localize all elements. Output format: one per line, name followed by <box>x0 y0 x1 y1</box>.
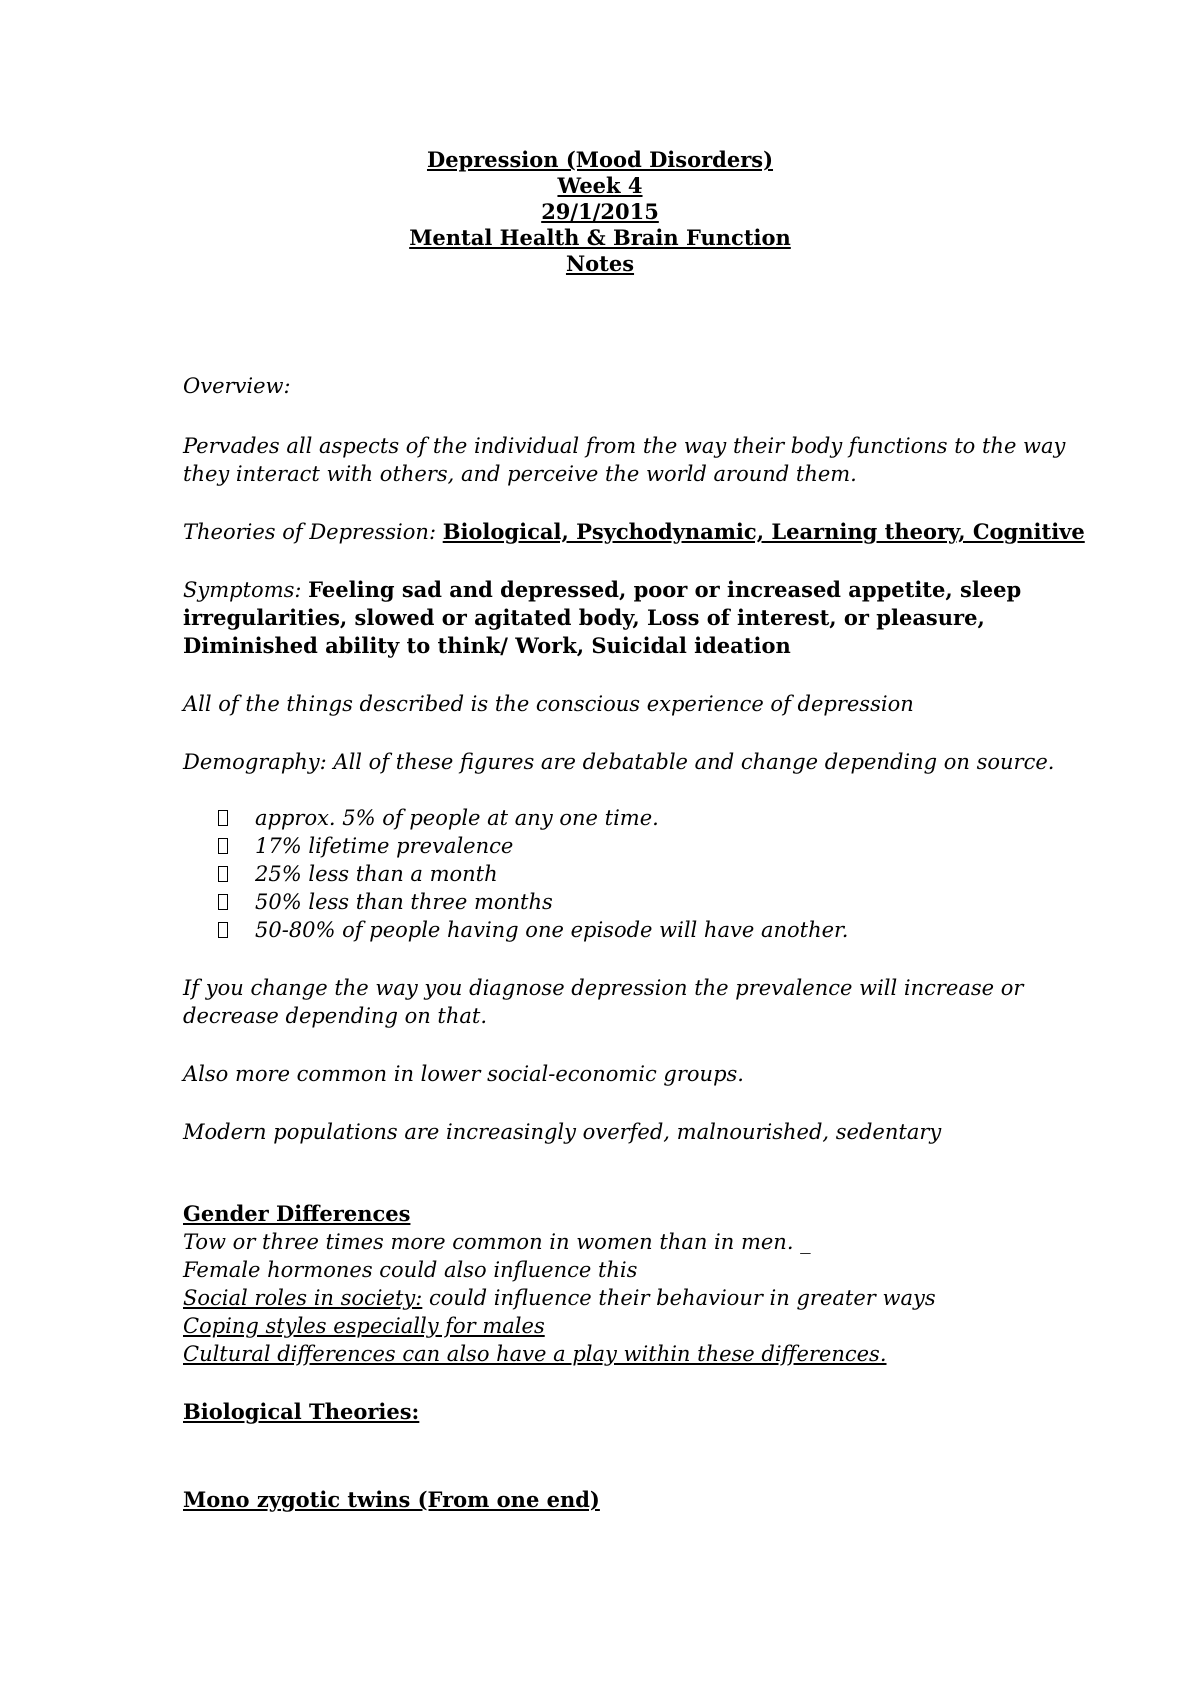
bullet-box-icon <box>218 838 228 854</box>
symptoms-text-1: Feeling sad and depressed, poor or increased appetite, sleep <box>308 577 1022 602</box>
list-item: 50% less than three months <box>255 890 553 914</box>
gender-line-3-rest: could influence their behaviour in greater ways <box>422 1286 936 1310</box>
gender-heading: Gender Differences <box>183 1201 411 1226</box>
theories-label: Theories of Depression: <box>183 520 437 544</box>
diagnosis-note-line-2: decrease depending on that. <box>183 1004 488 1028</box>
list-item: approx. 5% of people at any one time. <box>255 806 659 830</box>
bullet-box-icon <box>218 894 228 910</box>
gender-line-1: Tow or three times more common in women than in men. _ <box>183 1230 811 1254</box>
modern-note: Modern populations are increasingly overfed, malnourished, sedentary <box>183 1120 942 1144</box>
course-title: Mental Health & Brain Function <box>409 225 791 250</box>
bullet-box-icon <box>218 866 228 882</box>
theories-line <box>183 518 1085 546</box>
overview-line-1: Pervades all aspects of the individual from the way their body functions to the way <box>183 434 1066 458</box>
symptoms-line-2: irregularities, slowed or agitated body, Loss of interest, or pleasure, <box>183 605 985 630</box>
social-note: Also more common in lower social-economic groups. <box>183 1062 744 1086</box>
bullet-box-icon <box>218 922 228 938</box>
conscious-note: All of the things described is the conscious experience of depression <box>183 692 914 716</box>
gender-line-3 <box>183 1284 936 1312</box>
list-item: 50-80% of people having one episode will have another. <box>255 918 849 942</box>
theories-list: Biological, Psychodynamic, Learning theory, Cognitive <box>442 519 1085 544</box>
list-item: 17% lifetime prevalence <box>255 834 514 858</box>
gender-line-3-underlined: Social roles in society: <box>183 1286 423 1310</box>
notes-label: Notes <box>565 251 635 276</box>
gender-line-2: Female hormones could also influence this <box>183 1258 638 1282</box>
overview-line-2: they interact with others, and perceive the world around them. <box>183 462 857 486</box>
diagnosis-note-line-1: If you change the way you diagnose depression the prevalence will increase or <box>183 976 1024 1000</box>
document-title: Depression (Mood Disorders) <box>426 147 774 172</box>
bullet-box-icon <box>218 810 228 826</box>
gender-line-4: Coping styles especially for males <box>183 1314 545 1338</box>
date-label: 29/1/2015 <box>541 199 659 224</box>
twins-heading: Mono zygotic twins (From one end) <box>183 1487 600 1512</box>
overview-heading: Overview: <box>183 374 291 398</box>
demography-intro: Demography: All of these figures are debatable and change depending on source. <box>183 750 1055 774</box>
symptoms-line-3: Diminished ability to think/ Work, Suicidal ideation <box>183 633 791 658</box>
symptoms-line-1 <box>183 576 1021 604</box>
gender-line-5: Cultural differences can also have a play within these differences. <box>183 1342 887 1366</box>
biological-heading: Biological Theories: <box>183 1399 420 1424</box>
week-label: Week 4 <box>557 173 643 198</box>
list-item: 25% less than a month <box>255 862 498 886</box>
symptoms-label: Symptoms: <box>183 578 302 602</box>
